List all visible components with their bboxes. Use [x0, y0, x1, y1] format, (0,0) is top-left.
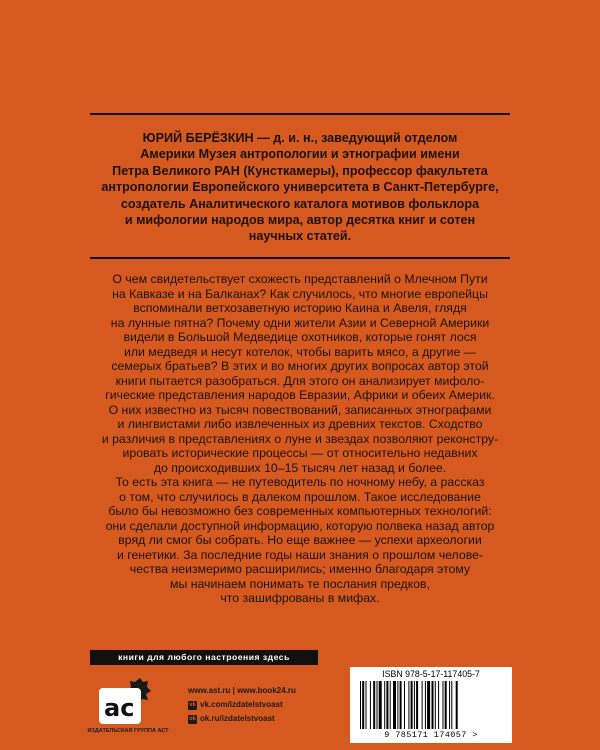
isbn-number: ISBN 978-5-17-117405-7 — [382, 669, 480, 679]
ok-link-row — [188, 712, 296, 726]
barcode-block — [350, 667, 512, 743]
vk-icon: vk — [189, 701, 196, 708]
publisher-logo — [93, 676, 153, 728]
ok-link[interactable]: ok.ru/izdatelstvoast — [200, 714, 275, 723]
description-line: вспоминали ветхозаветную историю Каина и Авеля, глядя — [133, 301, 467, 315]
description-line: было бы невозможно без современных компьютерных технологий: — [108, 504, 492, 518]
description-line: вряд ли смог бы собрать. Но еще важнее — успехи археологии — [118, 533, 482, 547]
description-line: чества неизмеримо расширились; именно благодаря этому — [129, 562, 471, 576]
publisher-caption: ИЗДАТЕЛЬСКАЯ ГРУППА АСТ — [87, 728, 169, 734]
description-line: семерых братьев? В этих и во многих других вопросах автор этой — [111, 359, 489, 373]
author-bio-line: Америки Музея антропологии и этнографии имени — [140, 147, 460, 162]
top-divider — [90, 113, 510, 115]
publisher-links — [188, 684, 296, 726]
description-line: ировать исторические процессы — от относительно недавних — [122, 446, 478, 460]
vk-link[interactable]: vk.com/izdatelstvoast — [200, 700, 283, 709]
bottom-divider — [90, 257, 510, 259]
description-line: видели в Большой Медведице охотников, которые гонят лося — [123, 330, 477, 344]
author-bio-line: и мифологии народов мира, автор десятка книг и сотен — [124, 213, 476, 228]
description-line: книги пытается разобраться. Для этого он анализирует мифоло- — [115, 373, 485, 388]
author-bio-line: научных статей. — [248, 229, 352, 244]
logo-text: ac — [104, 694, 135, 722]
description-line: О них известно из тысяч повествований, записанных этнографами — [108, 402, 492, 417]
author-bio-line: антропологии Европейского университета в Санкт-Петербурге, — [101, 180, 499, 195]
description-line: до происходивших 10–15 тысяч лет назад и более. — [153, 460, 447, 475]
author-bio-line: Петра Великого РАН (Кунсткамеры), профессор факультета — [112, 163, 488, 178]
author-bio-line: ЮРИЙ БЕРЁЗКИН — д. и. н., заведующий отделом — [142, 131, 458, 145]
description-line: и различия в представлениях о луне и звездах позволяют реконстру- — [101, 431, 499, 446]
description-line: о том, что случилось в далеком прошлом. Такое исследование — [119, 489, 481, 504]
description-line: гические представления народов Евразии, Африки и обеих Америк. — [105, 388, 495, 402]
description-line: или медведя и несут котелок, чтобы варить мясо, а другие — — [123, 344, 477, 359]
series-strip: книги для любого настроения здесь — [90, 650, 318, 665]
ok-icon: ok — [188, 715, 196, 722]
description-line: на Кавказе и на Балканах? Как случилось, что многие европейцы — [112, 286, 488, 301]
description-line: они сделали доступной информацию, которую полвека назад автор — [105, 518, 495, 533]
author-bio-line: создатель Аналитического каталога мотивов фольклора — [120, 196, 480, 211]
ast-logo-icon — [93, 676, 153, 728]
web-links[interactable]: www.ast.ru | www.book24.ru — [188, 686, 296, 695]
web-links-row — [188, 684, 296, 698]
description-line: То есть эта книга — не путеводитель по ночному небу, а рассказ — [115, 475, 485, 489]
book-description — [60, 272, 540, 606]
description-line: О чем свидетельствует схожесть представлений о Млечном Пути — [112, 272, 488, 286]
description-line: и лингвистами либо извлеченных из древних текстов. Сходство — [117, 417, 483, 431]
description-line: мы начинаем понимать те послания предков, — [169, 576, 430, 591]
vk-link-row — [188, 698, 296, 712]
description-line: что зашифрованы в мифах. — [220, 591, 380, 605]
barcode-digits: 9 785171 174057 > — [384, 730, 478, 740]
description-line: на лунные пятна? Почему одни жители Азии и Северной Америки — [110, 315, 490, 330]
barcode-icon — [356, 681, 506, 731]
author-bio — [70, 130, 530, 245]
description-line: и генетики. За последние годы наши знания о прошлом челове- — [116, 547, 484, 562]
